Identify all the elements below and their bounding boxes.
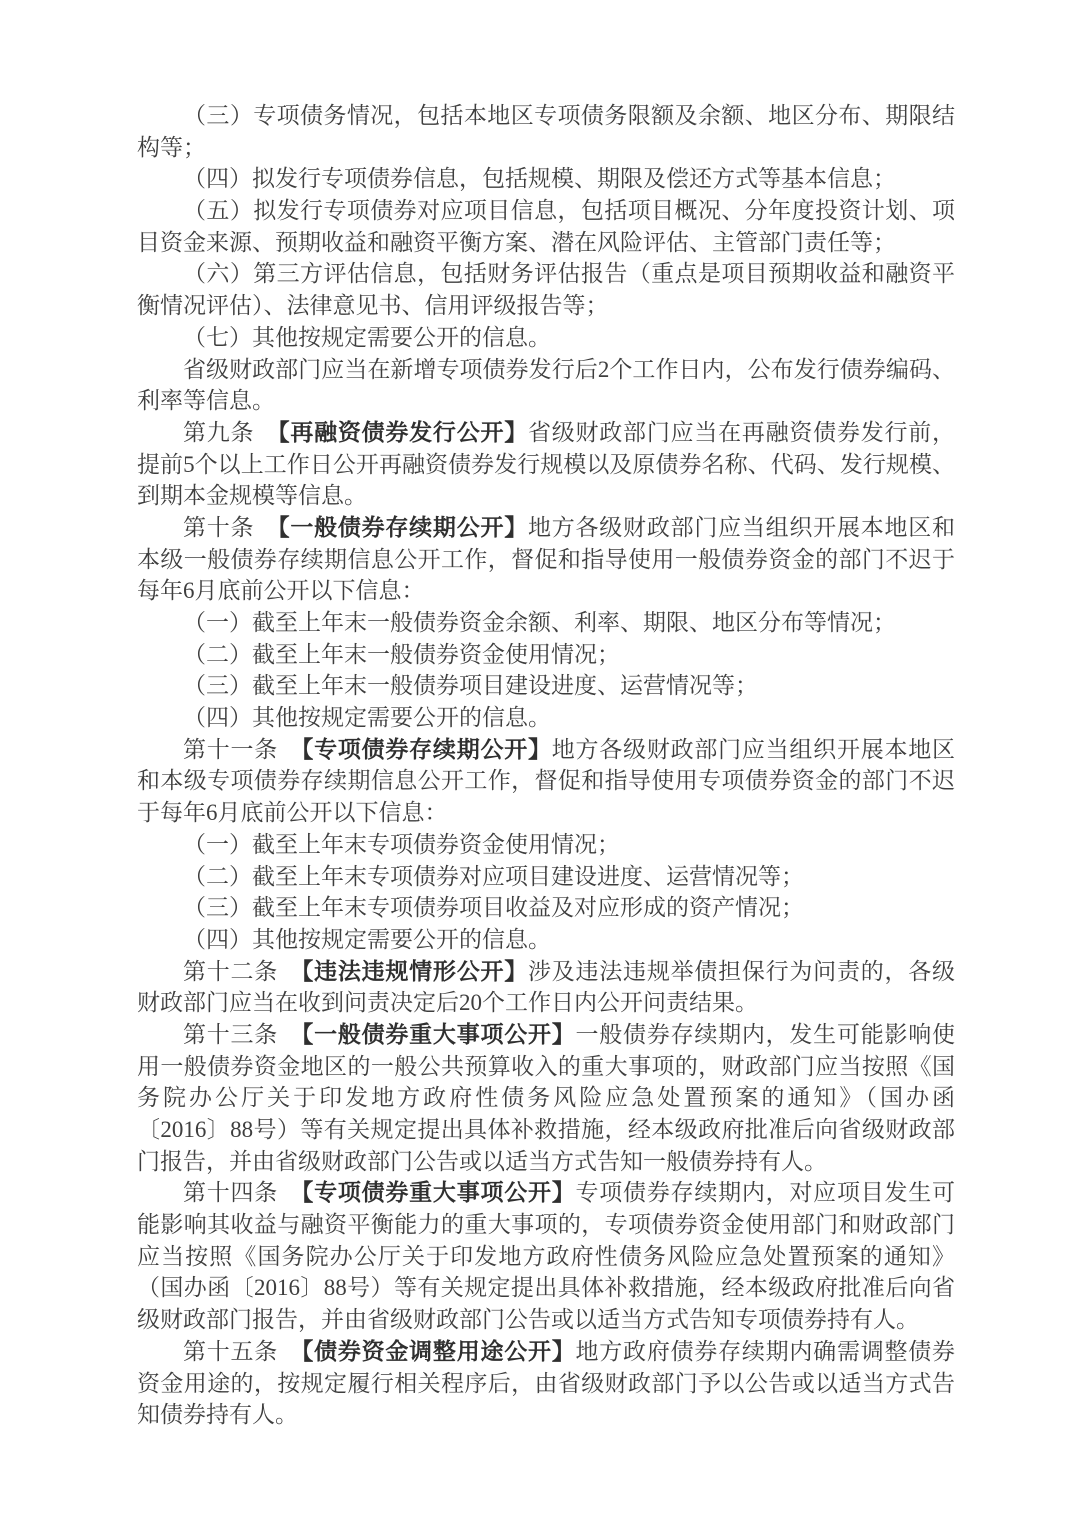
text-segment: 提前5个以上工作日公开再融资债券发行规模以及原债券名称、代码、发行规模、 (137, 451, 955, 477)
text-segment: 第十一条 (183, 736, 302, 762)
text-line (137, 1336, 955, 1368)
article-heading-bold: 【专项债券重大事项公开】 (301, 1180, 576, 1206)
text-segment: 第九条 (183, 419, 279, 445)
text-segment: 省级财政部门应当在再融资债券发行前， (527, 419, 955, 445)
text-segment: （一）截至上年末一般债券资金余额、利率、期限、地区分布等情况； (183, 610, 896, 635)
article-heading-bold: 【再融资债券发行公开】 (278, 419, 528, 445)
text-segment: 应当按照《国务院办公厅关于印发地方政府性债务风险应急处置预案的通知》 (137, 1243, 955, 1269)
text-line (137, 1051, 955, 1083)
text-segment: 到期本金规模等信息。 (137, 483, 367, 509)
text-segment: 每年6月底前公开以下信息： (137, 578, 425, 604)
text-line (137, 227, 955, 259)
text-line (137, 797, 955, 829)
text-line (137, 765, 955, 797)
text-line (137, 100, 955, 132)
article-heading-bold: 【一般债券重大事项公开】 (301, 1021, 576, 1047)
text-segment: 利率等信息。 (137, 388, 275, 414)
article-heading-bold: 【一般债券存续期公开】 (278, 514, 528, 540)
article-heading-bold: 【专项债券存续期公开】 (301, 736, 552, 762)
text-segment: 目资金来源、预期收益和融资平衡方案、潜在风险评估、主管部门责任等； (137, 229, 896, 255)
text-segment: 于每年6月底前公开以下信息： (137, 800, 448, 826)
text-line (137, 734, 955, 766)
text-segment: 〔2016〕88号）等有关规定提出具体补救措施，经本级政府批准后向省级财政部 (137, 1117, 955, 1142)
text-line (137, 1241, 955, 1273)
text-segment: 衡情况评估）、法律意见书、信用评级报告等； (137, 293, 609, 319)
text-line (137, 163, 955, 195)
text-line (137, 1082, 955, 1114)
text-line (137, 1177, 955, 1209)
text-line (137, 480, 955, 512)
text-line (137, 924, 955, 956)
text-segment: （三）截至上年末一般债券项目建设进度、运营情况等； (183, 673, 758, 699)
text-segment: 能影响其收益与融资平衡能力的重大事项的，专项债券资金使用部门和财政部门 (137, 1212, 955, 1238)
text-line (137, 258, 955, 290)
text-line (137, 132, 955, 164)
text-segment: 地方政府债券存续期内确需调整债券 (575, 1338, 955, 1364)
text-segment: 地方各级财政部门应当组织开展本地区和 (527, 514, 955, 540)
text-line (137, 195, 955, 227)
text-line (137, 449, 955, 481)
text-line (137, 1019, 955, 1051)
text-line (137, 670, 955, 702)
text-segment: 构等； (137, 134, 206, 160)
text-segment: 级财政部门报告，并由省级财政部门公告或以适当方式告知专项债券持有人。 (137, 1307, 919, 1333)
text-segment: （四）其他按规定需要公开的信息。 (183, 705, 551, 731)
text-line (137, 1399, 955, 1431)
text-line (137, 290, 955, 322)
text-segment: （三）截至上年末专项债券项目收益及对应形成的资产情况； (183, 895, 804, 921)
text-line (137, 639, 955, 671)
text-segment: 地方各级财政部门应当组织开展本地区 (551, 736, 955, 762)
text-line (137, 702, 955, 734)
text-line (137, 956, 955, 988)
text-segment: 专项债券存续期内，对应项目发生可 (575, 1180, 955, 1206)
text-segment: 涉及违法违规举债担保行为问责的，各级 (527, 958, 955, 984)
text-segment: 门报告，并由省级财政部门公告或以适当方式告知一般债券持有人。 (137, 1148, 827, 1174)
text-line (137, 1146, 955, 1178)
text-line (137, 385, 955, 417)
text-segment: 第十二条 (183, 958, 302, 984)
text-segment: （六）第三方评估信息，包括财务评估报告（重点是项目预期收益和融资平 (183, 261, 955, 287)
text-segment: （国办函〔2016〕88号）等有关规定提出具体补救措施，经本级政府批准后向省 (137, 1275, 955, 1301)
text-line (137, 861, 955, 893)
text-segment: 一般债券存续期内，发生可能影响使 (575, 1021, 955, 1047)
text-line (137, 512, 955, 544)
text-segment: （二）截至上年末专项债券对应项目建设进度、运营情况等； (183, 863, 804, 889)
text-segment: 第十三条 (183, 1021, 302, 1047)
text-segment: （四）其他按规定需要公开的信息。 (183, 926, 551, 952)
text-line (137, 1114, 955, 1146)
text-segment: （七）其他按规定需要公开的信息。 (183, 324, 551, 350)
text-segment: 本级一般债券存续期信息公开工作，督促和指导使用一般债券资金的部门不迟于 (137, 546, 955, 572)
text-segment: 用一般债券资金地区的一般公共预算收入的重大事项的，财政部门应当按照《国 (137, 1053, 955, 1079)
text-segment: 知债券持有人。 (137, 1402, 298, 1428)
text-segment: 第十四条 (183, 1180, 302, 1206)
document-body (137, 100, 955, 1431)
text-segment: （二）截至上年末一般债券资金使用情况； (183, 641, 620, 667)
text-line (137, 1368, 955, 1400)
text-line (137, 575, 955, 607)
text-segment: 省级财政部门应当在新增专项债券发行后2个工作日内，公布发行债券编码、 (183, 356, 955, 382)
text-segment: （三）专项债务情况，包括本地区专项债务限额及余额、地区分布、期限结 (183, 103, 955, 128)
text-line (137, 1209, 955, 1241)
text-segment: （四）拟发行专项债券信息，包括规模、期限及偿还方式等基本信息； (183, 166, 896, 192)
text-line (137, 607, 955, 639)
article-heading-bold: 【债券资金调整用途公开】 (301, 1338, 576, 1364)
text-line (137, 417, 955, 449)
text-segment: （一）截至上年末专项债券资金使用情况； (183, 831, 620, 857)
text-segment: 财政部门应当在收到问责决定后20个工作日内公开问责结果。 (137, 990, 758, 1016)
text-segment: 第十条 (183, 514, 279, 540)
text-segment: 务院办公厅关于印发地方政府性债务风险应急处置预案的通知》（国办函 (137, 1085, 955, 1111)
text-segment: 和本级专项债券存续期信息公开工作，督促和指导使用专项债券资金的部门不迟 (137, 768, 955, 794)
text-line (137, 544, 955, 576)
text-line (137, 892, 955, 924)
text-segment: 第十五条 (183, 1338, 302, 1364)
text-line (137, 322, 955, 354)
text-line (137, 987, 955, 1019)
text-line (137, 1304, 955, 1336)
text-line (137, 1272, 955, 1304)
text-segment: 资金用途的，按规定履行相关程序后，由省级财政部门予以公告或以适当方式告 (137, 1370, 955, 1396)
text-line (137, 354, 955, 386)
text-segment: （五）拟发行专项债券对应项目信息，包括项目概况、分年度投资计划、项 (183, 198, 955, 224)
article-heading-bold: 【违法违规情形公开】 (301, 958, 528, 984)
text-line (137, 829, 955, 861)
